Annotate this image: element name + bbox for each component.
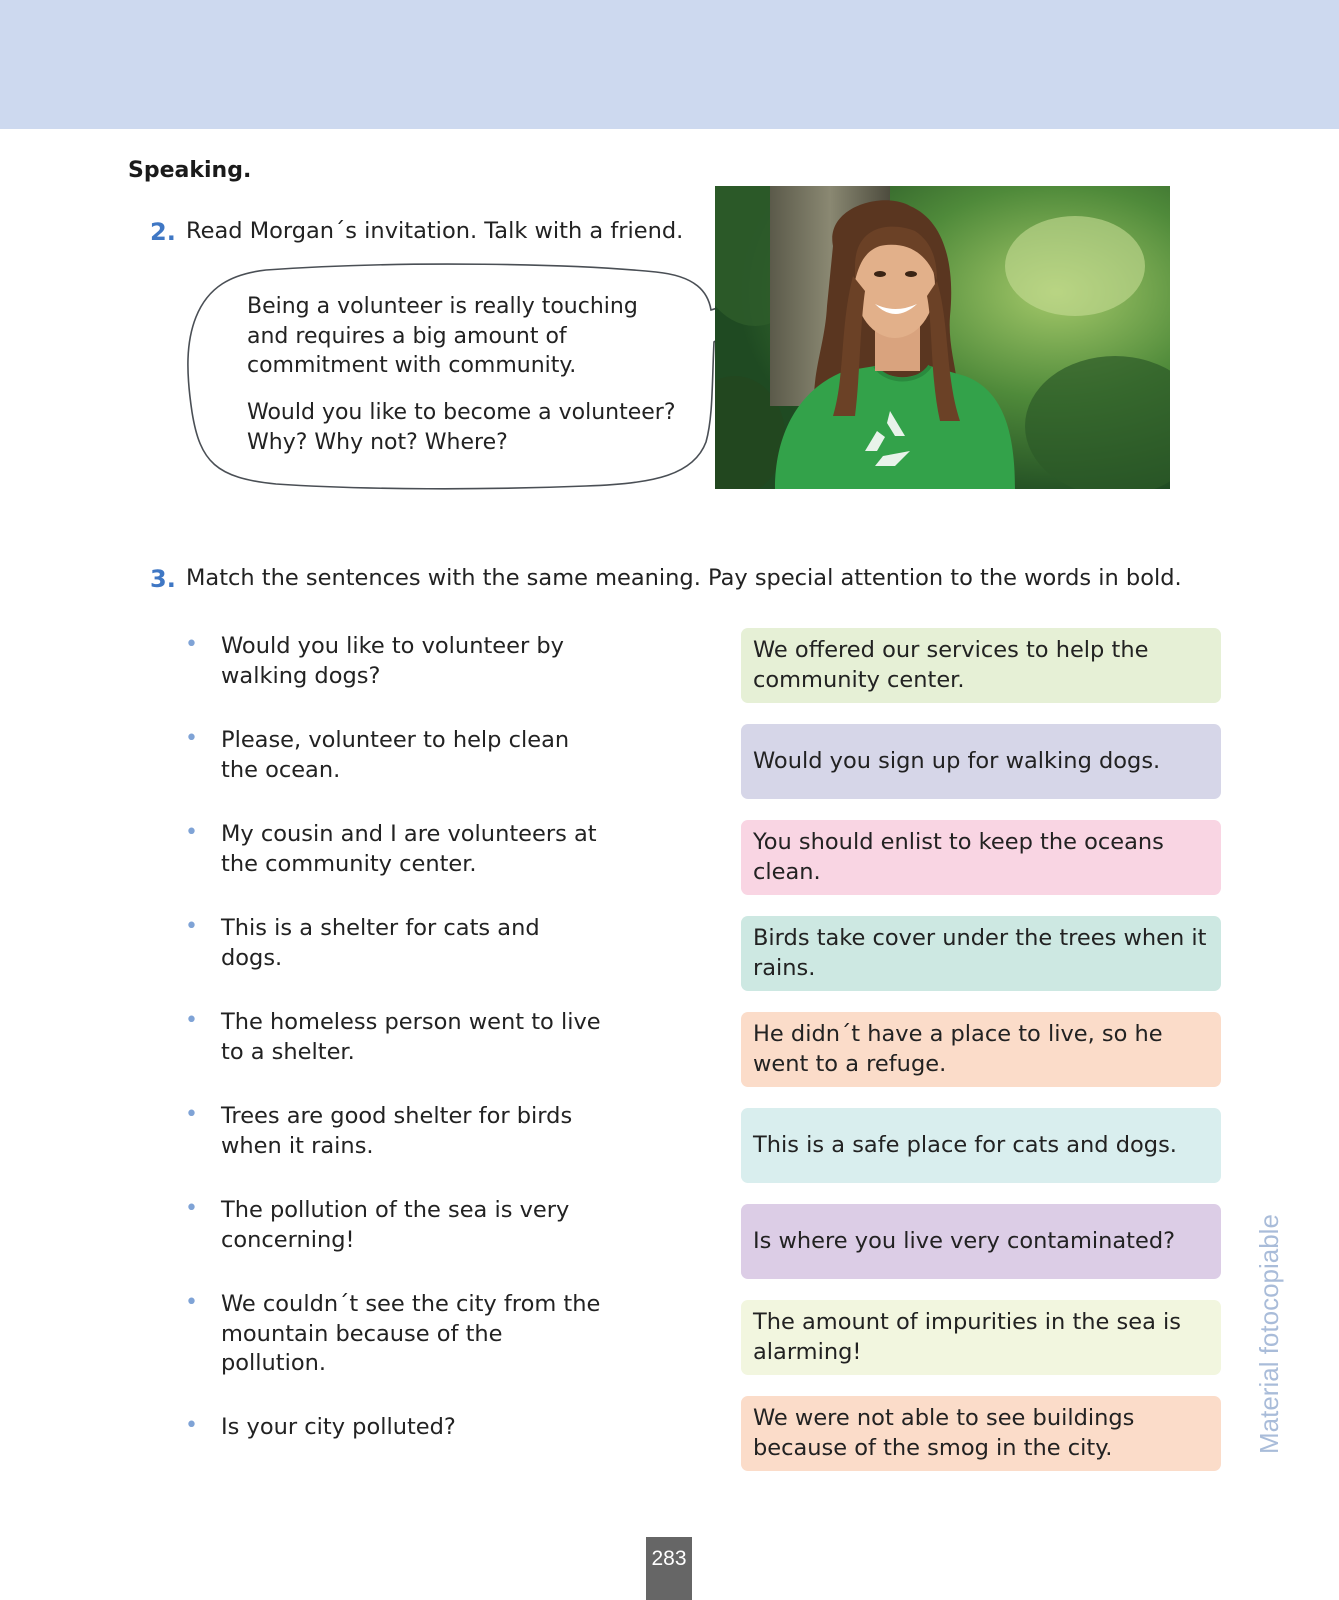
- header-band: [0, 0, 1339, 129]
- bubble-line: Why? Why not? Where?: [247, 429, 508, 455]
- bullet-icon: •: [185, 820, 198, 845]
- bubble-line: commitment with community.: [247, 353, 577, 378]
- bullet-icon: •: [185, 726, 198, 751]
- match-card: You should enlist to keep the oceans clean.: [741, 820, 1221, 895]
- match-card: We were not able to see buildings because of the smog in the city.: [741, 1396, 1221, 1471]
- match-card: He didn´t have a place to live, so he went to a refuge.: [741, 1012, 1221, 1087]
- left-sentence: This is a shelter for cats and dogs.: [221, 915, 540, 971]
- exercise-3-instruction: Match the sentences with the same meaning. Pay special attention to the words in bold.: [186, 565, 1182, 591]
- bullet-icon: •: [185, 632, 198, 657]
- bullet-icon: •: [185, 914, 198, 939]
- left-sentence: My cousin and I are volunteers at the community center.: [221, 821, 597, 877]
- match-card: Is where you live very contaminated?: [741, 1204, 1221, 1279]
- bubble-line: Would you like to become a volunteer?: [247, 400, 676, 425]
- left-sentence: Please, volunteer to help clean the ocean.: [221, 727, 570, 783]
- exercise-3-number: 3.: [150, 565, 176, 593]
- left-sentence: Is your city polluted?: [221, 1414, 456, 1440]
- page-number: 283: [646, 1537, 692, 1600]
- volunteer-photo: [715, 186, 1170, 489]
- match-card: The amount of impurities in the sea is alarming!: [741, 1300, 1221, 1375]
- match-card: Would you sign up for walking dogs.: [741, 724, 1221, 799]
- left-sentence: The pollution of the sea is very concerning!: [221, 1197, 570, 1253]
- bullet-icon: •: [185, 1102, 198, 1127]
- side-label: Material fotocopiable: [1254, 1214, 1284, 1454]
- left-sentence: The homeless person went to live to a shelter.: [221, 1009, 601, 1065]
- bubble-line: Being a volunteer is really touching: [247, 294, 638, 319]
- bullet-icon: •: [185, 1413, 198, 1438]
- left-sentence: We couldn´t see the city from the mountain because of the pollution.: [221, 1291, 601, 1376]
- match-card: Birds take cover under the trees when it rains.: [741, 916, 1221, 991]
- bullet-icon: •: [185, 1290, 198, 1315]
- bullet-icon: •: [185, 1008, 198, 1033]
- match-card: We offered our services to help the community center.: [741, 628, 1221, 703]
- exercise-2-instruction: Read Morgan´s invitation. Talk with a friend.: [186, 218, 684, 244]
- left-sentence: Would you like to volunteer by walking dogs?: [221, 633, 564, 689]
- section-heading: Speaking.: [128, 158, 252, 183]
- bullet-icon: •: [185, 1196, 198, 1221]
- bubble-paragraph-2: [247, 398, 676, 457]
- bubble-paragraph-1: [247, 292, 638, 381]
- left-sentence: Trees are good shelter for birds when it rains.: [221, 1103, 573, 1159]
- bubble-line: and requires a big amount of: [247, 323, 567, 349]
- match-card: This is a safe place for cats and dogs.: [741, 1108, 1221, 1183]
- exercise-2-number: 2.: [150, 218, 176, 246]
